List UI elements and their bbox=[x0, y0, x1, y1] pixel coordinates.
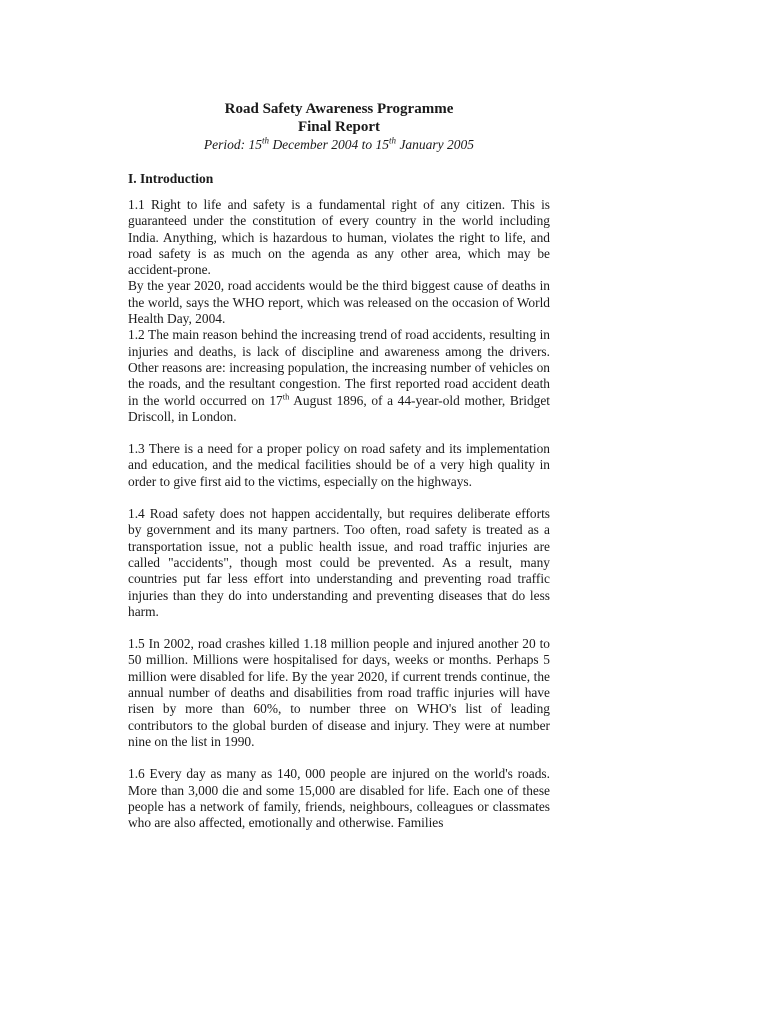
paragraph-1-2-sup: th bbox=[282, 391, 290, 402]
paragraph-1-1-continued: By the year 2020, road accidents would be the third biggest cause of deaths in the world, says the WHO report, which was released on the occasion of World Health Day, 2004. bbox=[128, 278, 550, 327]
paragraph-1-2 bbox=[128, 327, 550, 425]
document-subtitle: Final Report bbox=[297, 119, 381, 135]
period-suffix: January 2005 bbox=[396, 137, 475, 152]
period-sup-1: th bbox=[262, 135, 270, 146]
paragraph-1-4: 1.4 Road safety does not happen accidentally, but requires deliberate efforts by government and its many partners. Too often, road safety is treated as a transportation issue, not a public health issue, and road traffic injuries are called "accidents", though most could be prevented. As a result, many countries put far less effort into understanding and preventing road traffic injuries than they do into understanding and preventing diseases that do less harm. bbox=[128, 506, 550, 619]
section-heading-introduction: I. Introduction bbox=[128, 171, 214, 186]
paragraph-1-6: 1.6 Every day as many as 140, 000 people are injured on the world's roads. More than 3,000 die and some 15,000 are disabled for life. Each one of these people has a network of family, friends, neighbours, colleagues or classmates who are also affected, emotionally and otherwise. Families bbox=[128, 766, 550, 831]
paragraph-1-1: 1.1 Right to life and safety is a fundamental right of any citizen. This is guaranteed under the constitution of every country in the world including India. Anything, which is hazardous to human, violates the right to life, and road safety is as much on the agenda as any other area, which may be accident-prone. bbox=[128, 197, 550, 278]
paragraph-1-3: 1.3 There is a need for a proper policy on road safety and its implementation and education, and the medical facilities should be of a very high quality in order to give first aid to the victims, especially on the highways. bbox=[128, 441, 550, 489]
paragraph-1-5: 1.5 In 2002, road crashes killed 1.18 million people and injured another 20 to 50 million. Millions were hospitalised for days, weeks or months. Perhaps 5 million were disabled for life. By the year 2020, if current trends continue, the annual number of deaths and disabilities from road traffic injuries will have risen by more than 60%, to number three on WHO's list of leading contributors to the global burden of disease and injury. They were at number nine on the list in 1990. bbox=[128, 636, 550, 749]
period-sup-2: th bbox=[389, 135, 397, 146]
document-title: Road Safety Awareness Programme bbox=[224, 101, 454, 117]
document-page bbox=[128, 100, 550, 831]
period-middle: December 2004 to 15 bbox=[269, 137, 390, 152]
period-prefix: Period: 15 bbox=[203, 137, 263, 152]
report-period bbox=[128, 136, 550, 154]
paragraph-1-2-end: August 1896, of a 44-year-old mother, Bridget Driscoll, in London. bbox=[128, 392, 550, 424]
paragraph-1-2-text: 1.2 The main reason behind the increasing trend of road accidents, resulting in injuries and deaths, is lack of discipline and awareness among the drivers. Other reasons are: increasing population, the increasing number of vehicles on the roads, and the resultant congestion. The first reported road accident death in the world occurred on 17 bbox=[128, 327, 550, 408]
